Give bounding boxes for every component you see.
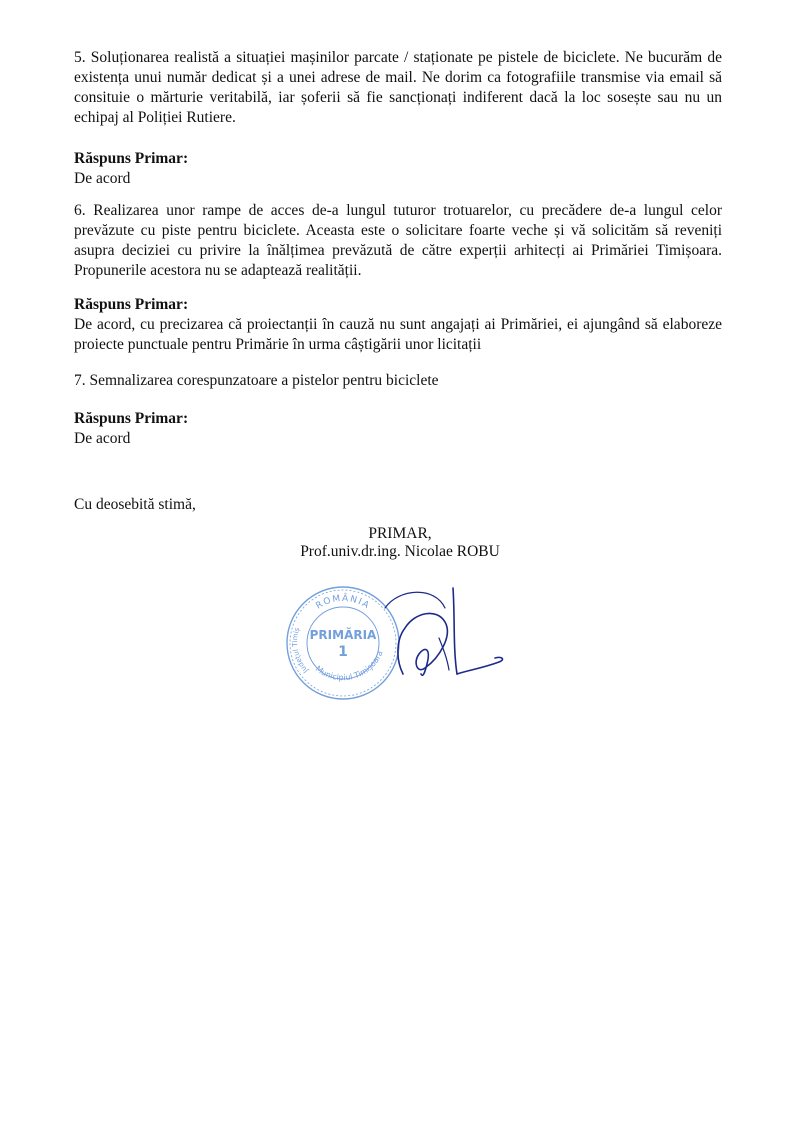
svg-text:ROMÂNIA: ROMÂNIA xyxy=(314,593,372,612)
response-label: Răspuns Primar: xyxy=(74,150,189,167)
handwritten-signature-icon xyxy=(365,578,515,688)
signatory-title: PRIMAR, xyxy=(368,525,432,542)
item-6-text: Realizarea unor rampe de acces de-a lungul tuturor trotuarelor, cu precădere de-a lungul celor prevăzute cu piste pentru biciclete. Aceasta este o solicitare foarte veche și vă solicităm să reveniți asupra deciziei cu privire la înălțimea prevăzută de către experții arhitecți ai Primăriei Timișoara. Propunerile acestora nu se adaptează realității. xyxy=(74,202,722,279)
item-7-response xyxy=(74,409,722,449)
response-label: Răspuns Primar: xyxy=(74,410,189,427)
item-6-number: 6. xyxy=(74,202,86,219)
item-7-paragraph xyxy=(74,371,722,391)
item-5-number: 5. xyxy=(74,49,86,66)
svg-text:1: 1 xyxy=(338,644,348,660)
item-6-response xyxy=(74,295,722,355)
item-5-paragraph xyxy=(74,48,722,128)
item-6-paragraph xyxy=(74,201,722,281)
item-7-text: Semnalizarea corespunzatoare a pistelor pentru biciclete xyxy=(89,372,439,389)
response-text: De acord xyxy=(74,430,131,447)
svg-text:Județul Timiș: Județul Timiș xyxy=(291,626,310,675)
response-text: De acord, cu precizarea că proiectanții în cauză nu sunt angajați ai Primăriei, ei ajungând să elaboreze proiecte punctuale pentru Primărie în urma câștigării unor licitații xyxy=(74,316,722,353)
item-7-number: 7. xyxy=(74,372,86,389)
svg-text:Municipiul Timișoara: Municipiul Timișoara xyxy=(313,649,385,683)
svg-text:PRIMĂRIA: PRIMĂRIA xyxy=(309,628,377,642)
closing-text: Cu deosebită stimă, xyxy=(74,496,196,513)
signatory-name: Prof.univ.dr.ing. Nicolae ROBU xyxy=(300,543,500,560)
item-5-text: Soluționarea realistă a situației mașinilor parcate / staționate pe pistele de biciclete. Ne bucurăm de existența unui număr dedicat și a unei adrese de mail. Ne dorim ca fotografiile transmise via email să consituie o mărturie veritabilă, iar șoferii să fie sancționați indiferent dacă la loc sosește sau nu un echipaj al Poliției Rutiere. xyxy=(74,49,722,126)
response-label: Răspuns Primar: xyxy=(74,296,189,313)
response-text: De acord xyxy=(74,170,131,187)
item-5-response xyxy=(74,149,722,189)
